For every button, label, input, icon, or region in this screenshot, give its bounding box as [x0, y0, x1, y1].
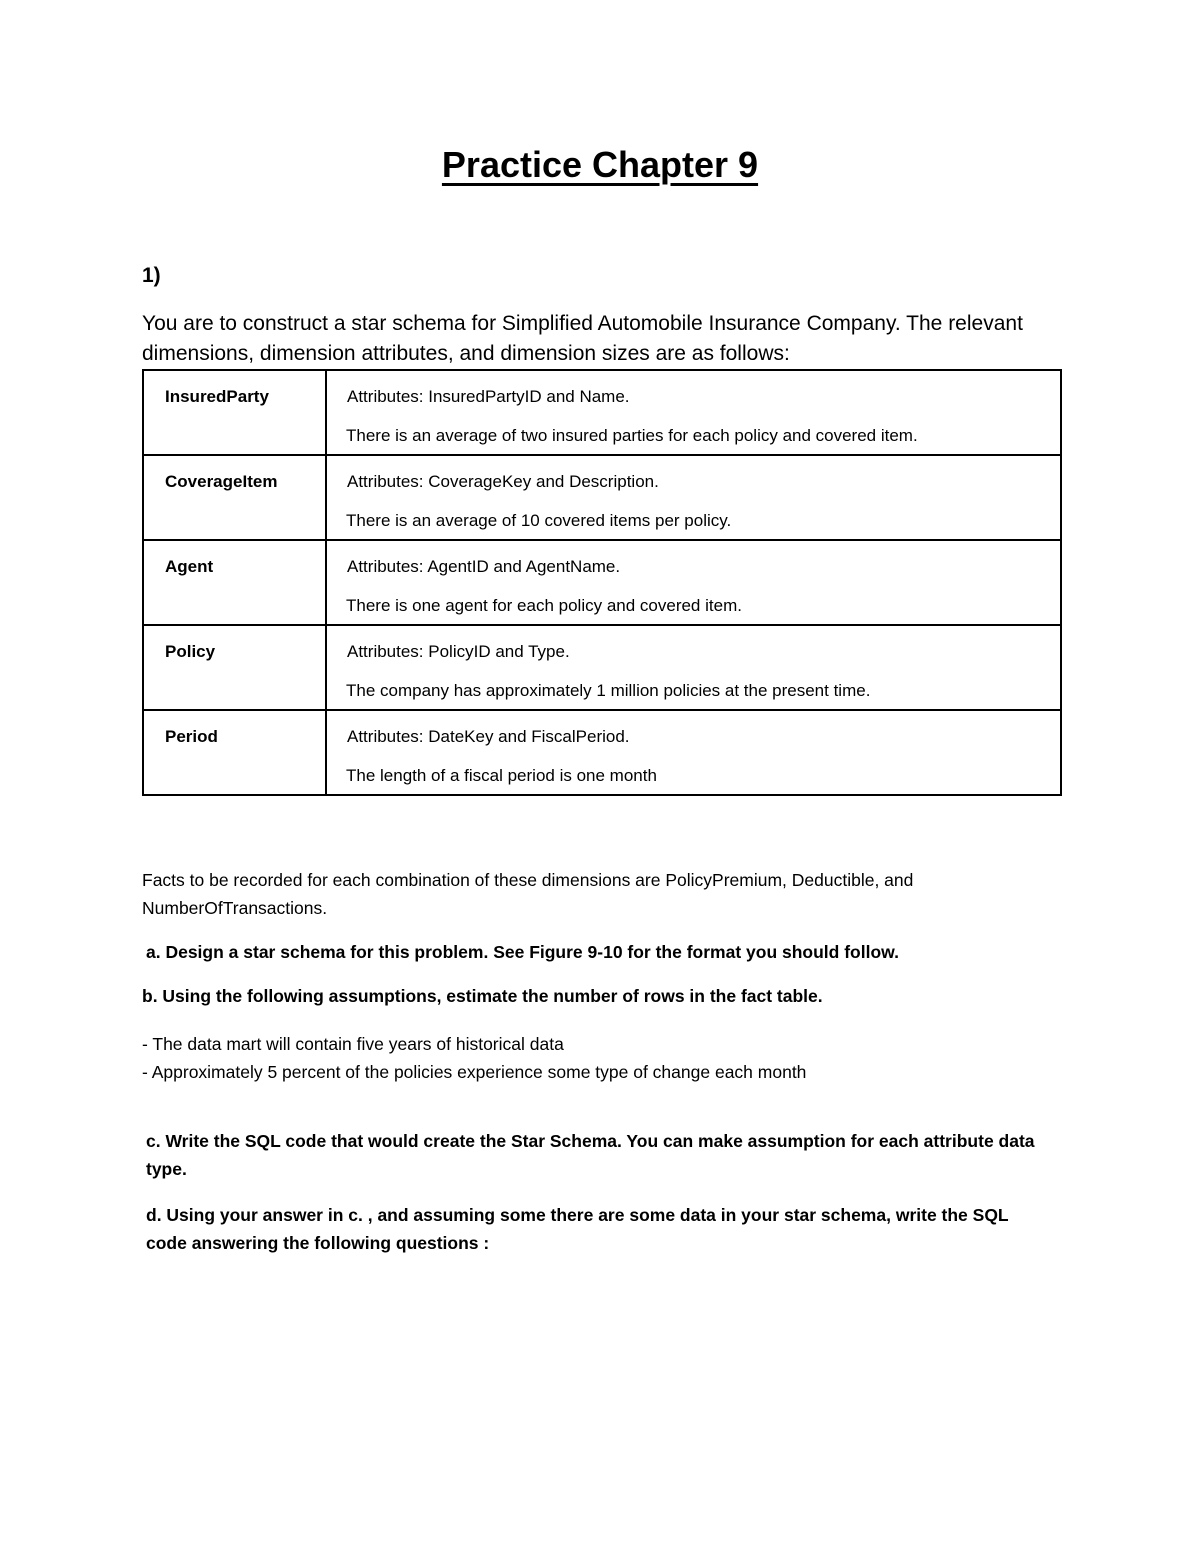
dimension-name-cell — [143, 455, 326, 540]
page-title-text: Practice Chapter 9 — [441, 144, 759, 185]
dimension-description: There is an average of two insured parties for each policy and covered item. — [346, 426, 918, 445]
dimension-name: CoverageItem — [165, 472, 278, 491]
dimension-attributes: Attributes: DateKey and FiscalPeriod. — [347, 727, 630, 746]
dimension-name-cell — [143, 710, 326, 795]
dimension-description: There is an average of 10 covered items per policy. — [346, 511, 732, 530]
question-c: c. Write the SQL code that would create the Star Schema. You can make assumption for each attribute data type. — [146, 1131, 1035, 1179]
facts-paragraph: Facts to be recorded for each combination of these dimensions are PolicyPremium, Deductible, and NumberOfTransactions. — [142, 870, 914, 918]
dimension-detail-cell — [326, 455, 1061, 540]
list-item: - The data mart will contain five years of historical data — [142, 1034, 564, 1054]
dimensions-table — [142, 369, 1062, 796]
dimension-description: The company has approximately 1 million policies at the present time. — [346, 681, 871, 700]
page-title — [0, 144, 1200, 186]
dimension-name: Agent — [165, 557, 214, 576]
question-b: b. Using the following assumptions, estimate the number of rows in the fact table. — [142, 986, 823, 1006]
question-a: a. Design a star schema for this problem. See Figure 9-10 for the format you should follow. — [146, 942, 899, 962]
assumptions-list — [142, 1030, 1042, 1086]
dimension-detail-cell — [326, 710, 1061, 795]
dimension-description: There is one agent for each policy and covered item. — [346, 596, 742, 615]
table-row — [143, 540, 1061, 625]
table-row — [143, 710, 1061, 795]
dimension-name-cell — [143, 625, 326, 710]
dimension-attributes: Attributes: InsuredPartyID and Name. — [347, 387, 630, 406]
dimension-attributes: Attributes: PolicyID and Type. — [347, 642, 570, 661]
dimension-name: Period — [165, 727, 218, 746]
dimension-detail-cell — [326, 540, 1061, 625]
table-row — [143, 370, 1061, 455]
dimension-description: The length of a fiscal period is one month — [346, 766, 657, 785]
dimension-attributes: Attributes: CoverageKey and Description. — [347, 472, 659, 491]
question-number: 1) — [142, 264, 161, 287]
dimension-detail-cell — [326, 370, 1061, 455]
intro-paragraph: You are to construct a star schema for Simplified Automobile Insurance Company. The relevant dimensions, dimension attributes, and dimension sizes are as follows: — [142, 312, 1023, 365]
table-row — [143, 455, 1061, 540]
dimension-attributes: Attributes: AgentID and AgentName. — [347, 557, 621, 576]
dimension-name-cell — [143, 540, 326, 625]
table-row — [143, 625, 1061, 710]
dimension-name-cell — [143, 370, 326, 455]
list-item: - Approximately 5 percent of the policies experience some type of change each month — [142, 1062, 807, 1082]
dimension-name: Policy — [165, 642, 216, 661]
question-d: d. Using your answer in c. , and assuming some there are some data in your star schema, write the SQL code answering the following questions : — [146, 1205, 1009, 1253]
dimension-name: InsuredParty — [165, 387, 269, 406]
dimension-detail-cell — [326, 625, 1061, 710]
